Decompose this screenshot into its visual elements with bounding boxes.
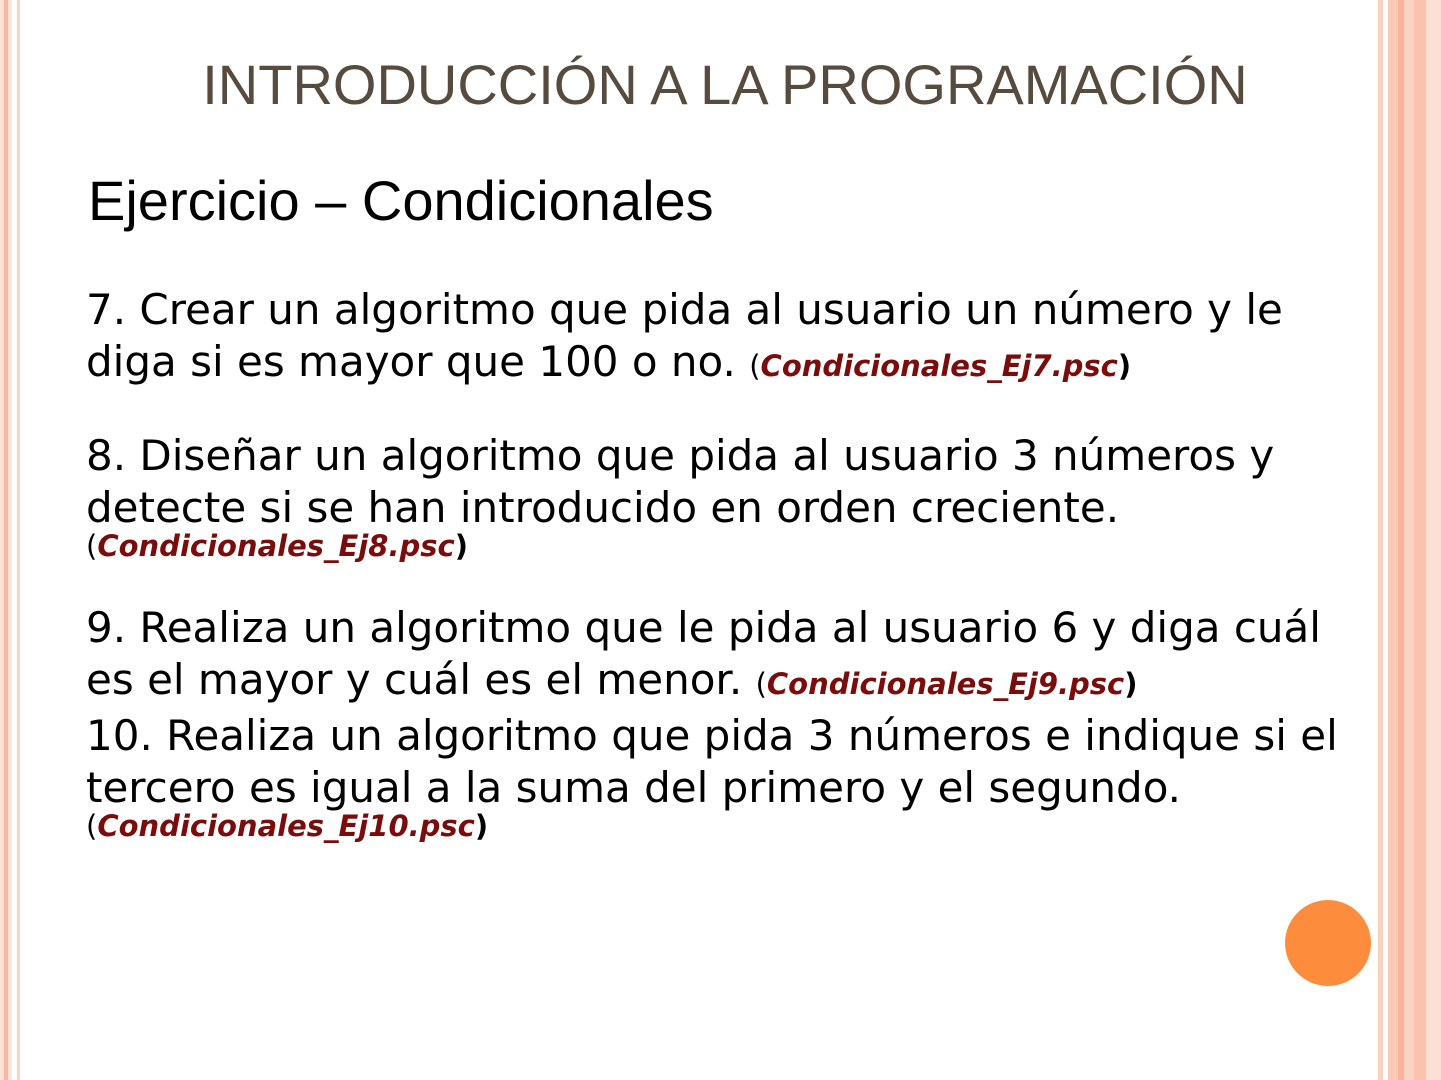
right-border-stripe: [1388, 0, 1398, 1080]
file-reference: (Condicionales_Ej8.psc): [86, 529, 468, 563]
exercise-item: [86, 602, 1356, 710]
exercise-item: [86, 284, 1356, 392]
slide-title: INTRODUCCIÓN A LA PROGRAMACIÓN: [202, 53, 1248, 116]
file-reference: (Condicionales_Ej7.psc): [749, 349, 1132, 383]
exercise-text: 9. Realiza un algoritmo que le pida al usuario 6 y diga cuál es el mayor y cuál es el menor.: [86, 603, 1321, 704]
decorative-circle: [1285, 900, 1371, 986]
file-name: Condicionales_Ej8.psc: [97, 529, 455, 563]
exercise-text: 8. Diseñar un algoritmo que pida al usuario 3 números y detecte si se han introducido en orden creciente.: [86, 431, 1275, 532]
exercise-text: 10. Realiza un algoritmo que pida 3 números e indique si el tercero es igual a la suma del primero y el segundo.: [86, 711, 1338, 812]
file-reference: (Condicionales_Ej10.psc): [86, 809, 489, 843]
slide-subtitle: Ejercicio – Condicionales: [88, 169, 714, 232]
exercise-list: [86, 284, 1356, 844]
right-border-stripe: [1404, 0, 1414, 1080]
left-border-stripe: [17, 0, 20, 1080]
file-name: Condicionales_Ej9.psc: [766, 667, 1125, 701]
right-border-stripe: [1414, 0, 1426, 1080]
file-name: Condicionales_Ej10.psc: [97, 809, 475, 843]
right-border-stripe: [1426, 0, 1441, 1080]
exercise-item: [86, 710, 1356, 844]
exercise-text: 7. Crear un algoritmo que pida al usuario un número y le diga si es mayor que 100 o no.: [86, 285, 1283, 386]
file-reference: (Condicionales_Ej9.psc): [755, 667, 1138, 701]
exercise-item: [86, 430, 1356, 564]
file-name: Condicionales_Ej7.psc: [760, 349, 1118, 383]
